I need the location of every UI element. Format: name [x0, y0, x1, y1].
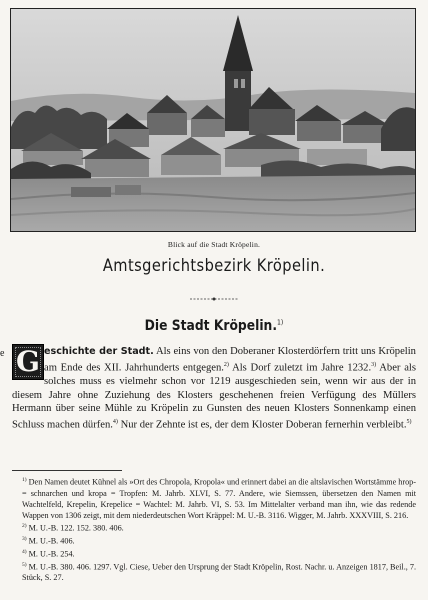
footnote-text: Den Namen deutet Kühnel als »Ort des Chropola, Kropola« und erinnert dabei an die altslavischen Wortstämme hrop- = schnarchen und kropa = Tropfen: M. Jahrb. XLVI, S. 77. Andere, wie Siemssen, übersetzen den Namen mit Wachtelfeld, Krepelin, Krepelice = Wachtel: M. Jahrb. VI, S. 53. Im Mittelalter verband man ihn, wie das redende Wappen von 1306 zeigt, mit dem niederdeutschen Wort Kräppel: M. U.-B. 3116. Wigger, M. Jahrb. XXXVIII, S. 216.	[22, 477, 416, 521]
margin-mark: e	[0, 348, 5, 359]
note-ref-4: 4)	[112, 419, 118, 426]
sentence-1: Als eins von den Doberaner Klosterdörfern tritt uns Kröpelin am Ende des XII. Jahrhunderts entgegen.	[44, 346, 416, 374]
district-heading: Amtsgerichtsbezirk Kröpelin.	[102, 256, 326, 276]
sentence-2: Als Dorf zuletzt im Jahre 1232.	[228, 362, 372, 374]
note-ref-3: 3)	[371, 361, 377, 368]
footnotes	[12, 475, 416, 584]
footnote-3	[12, 534, 416, 547]
sentence-3: Aber als solches muss es vielmehr schon vor 1219 ausgeschieden sein, wenn wir aus der in diesem Jahre ohne Zuziehung des Klosters geschehenen freien Verfügung des Müllers Hermann über seine Mühle zu Kröpelin zu Gunsten des neuen Klosters Sonnenkamp einen Schluss machen dürfen.	[12, 362, 416, 431]
city-heading-text: Die Stadt Kröpelin.	[144, 318, 278, 334]
footnote-mark: 5)	[22, 561, 27, 568]
note-ref-5: 5)	[406, 419, 412, 426]
photo-caption: Blick auf die Stadt Kröpelin.	[167, 240, 261, 249]
drop-cap-space	[12, 345, 44, 375]
history-paragraph	[12, 345, 416, 432]
footnote-mark: 1)	[22, 477, 27, 483]
note-ref-2: 2)	[223, 361, 229, 368]
ornament-divider-icon	[190, 296, 238, 302]
city-heading	[26, 318, 403, 334]
footnote-mark: 3)	[22, 535, 27, 542]
footnote-4	[12, 547, 416, 560]
paragraph-lead: eschichte der Stadt.	[44, 346, 154, 357]
footnote-5	[12, 560, 416, 584]
footnote-mark: 4)	[22, 548, 27, 555]
footnote-mark: 2)	[22, 523, 27, 530]
footnote-rule	[12, 470, 122, 471]
footnote-text: M. U.-B. 380. 406. 1297. Vgl. Ciese, Ueber den Ursprung der Stadt Kröpelin, Rost. Nachr. u. Anzeigen 1817, Beil., 7. Stück, S. 27.	[22, 562, 416, 583]
footnote-text: M. U.-B. 122. 152. 380. 406.	[26, 523, 124, 533]
town-photograph	[10, 8, 416, 232]
footnote-2	[12, 521, 416, 534]
city-heading-note: 1)	[277, 318, 284, 327]
footnote-1	[12, 475, 416, 521]
footnote-text: M. U.-B. 254.	[26, 549, 75, 559]
drop-cap-letter: G	[16, 345, 40, 378]
footnote-text: M. U.-B. 406.	[26, 536, 75, 546]
sentence-4: Nur der Zehnte ist es, der dem Kloster Doberan fernerhin verbleibt.	[117, 419, 407, 431]
town-photograph-illustration	[11, 9, 415, 231]
